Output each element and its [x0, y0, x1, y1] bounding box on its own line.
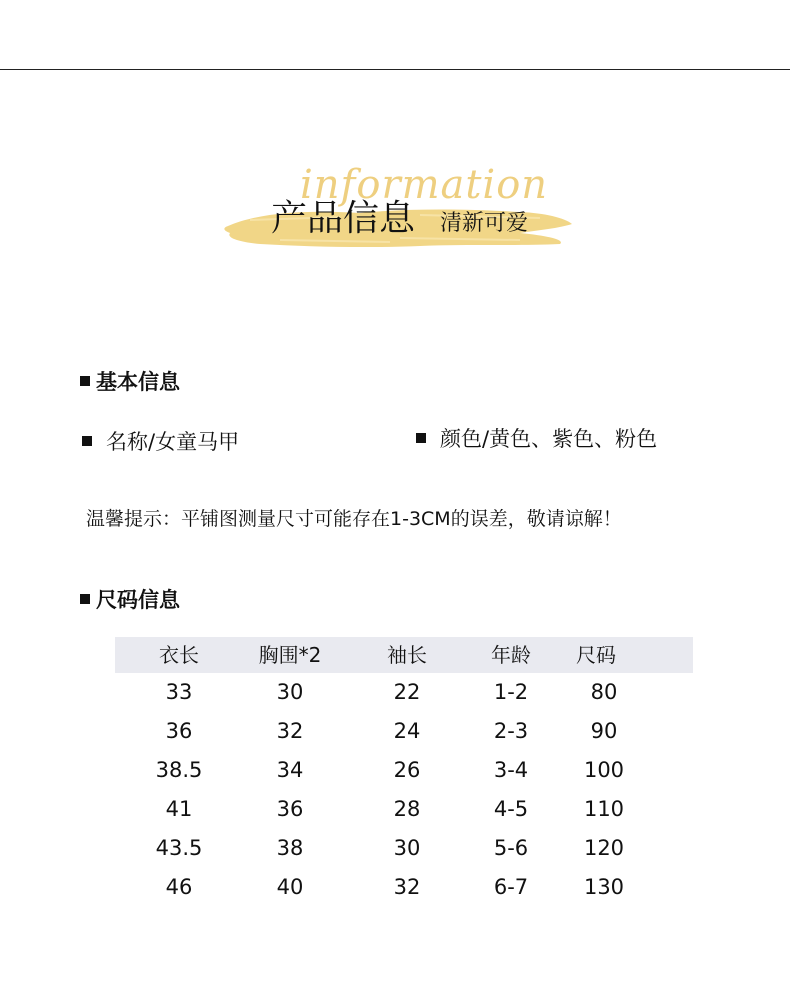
table-cell: 36: [165, 719, 193, 743]
table-cell: 120: [583, 836, 625, 860]
page-title: 产品信息: [271, 198, 416, 239]
table-cell: 2-3: [493, 719, 529, 743]
table-row: [115, 751, 693, 790]
table-cell: 22: [393, 680, 421, 704]
product-name-label: 名称/女童马甲: [106, 430, 240, 454]
table-cell: 38.5: [155, 758, 203, 782]
table-cell: 40: [276, 875, 304, 899]
measurement-note: 温馨提示：平铺图测量尺寸可能存在1-3CM的误差，敬请谅解！: [86, 508, 622, 530]
top-divider: [0, 69, 790, 70]
table-cell: 4-5: [493, 797, 529, 821]
square-bullet-icon: [416, 433, 426, 443]
table-cell: 33: [165, 680, 193, 704]
table-cell: 34: [276, 758, 304, 782]
table-cell: 38: [276, 836, 304, 860]
table-row: [115, 829, 693, 868]
table-row: [115, 673, 693, 712]
table-cell: 110: [583, 797, 625, 821]
column-header: 年龄: [491, 643, 531, 667]
table-cell: 30: [276, 680, 304, 704]
product-colors: [416, 423, 657, 453]
table-cell: 30: [393, 836, 421, 860]
column-header: 袖长: [387, 643, 427, 667]
table-cell: 41: [165, 797, 193, 821]
table-row: [115, 790, 693, 829]
table-cell: 26: [393, 758, 421, 782]
table-cell: 3-4: [493, 758, 529, 782]
size-info-heading: [80, 584, 180, 614]
square-bullet-icon: [80, 376, 90, 386]
square-bullet-icon: [82, 436, 92, 446]
script-decor-word: information: [300, 162, 549, 208]
table-cell: 32: [276, 719, 304, 743]
page-subtitle: 清新可爱: [440, 211, 529, 236]
table-cell: 32: [393, 875, 421, 899]
size-table: [115, 637, 693, 907]
table-cell: 6-7: [493, 875, 529, 899]
table-cell: 90: [590, 719, 618, 743]
product-colors-label: 颜色/黄色、紫色、粉色: [440, 427, 658, 451]
table-header: [115, 637, 693, 673]
table-cell: 36: [276, 797, 304, 821]
section-header: [0, 150, 790, 260]
table-cell: 28: [393, 797, 421, 821]
table-cell: 46: [165, 875, 193, 899]
table-cell: 80: [590, 680, 618, 704]
square-bullet-icon: [80, 594, 90, 604]
table-cell: 24: [393, 719, 421, 743]
table-row: [115, 712, 693, 751]
column-header: 衣长: [159, 643, 199, 667]
table-row: [115, 868, 693, 907]
column-header: 尺码: [576, 643, 616, 667]
table-cell: 1-2: [493, 680, 529, 704]
table-cell: 100: [583, 758, 625, 782]
product-name: [82, 426, 239, 456]
table-cell: 130: [583, 875, 625, 899]
table-cell: 5-6: [493, 836, 529, 860]
size-info-heading-label: 尺码信息: [96, 588, 180, 612]
basic-info-heading-label: 基本信息: [96, 370, 180, 394]
basic-info-heading: [80, 366, 180, 396]
column-header: 胸围*2: [258, 643, 322, 667]
table-cell: 43.5: [155, 836, 203, 860]
